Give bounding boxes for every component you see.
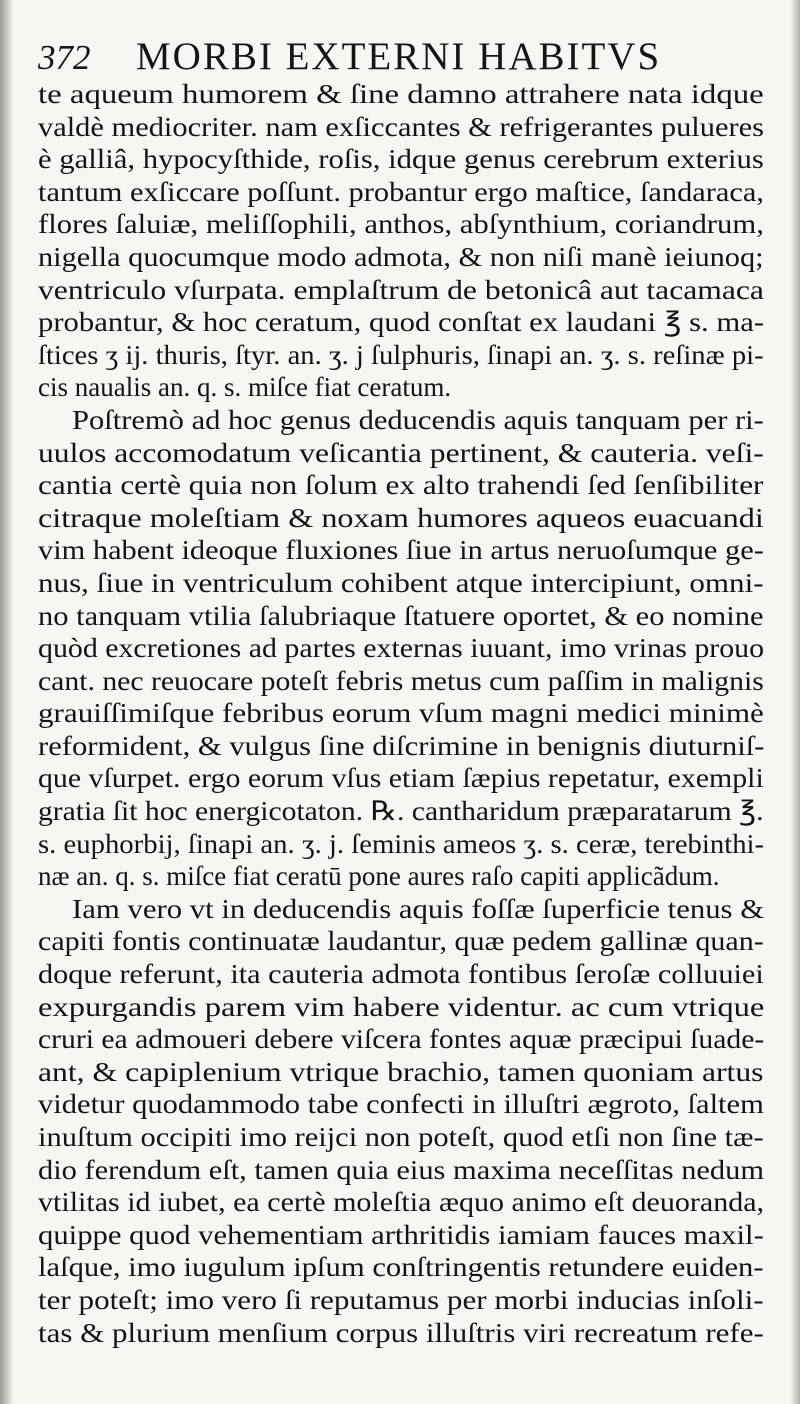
text-line: nigella quocumque modo admota, & non niſi manè ieiunoq; — [38, 241, 764, 272]
body-text — [38, 78, 764, 1349]
text-line: cant. nec reuocare poteſt febris metus cum paſſim in malignis — [38, 665, 764, 696]
text-line: vim habent ideoque fluxiones ſiue in artus neruoſumque ge- — [38, 535, 764, 566]
page-edge-shadow-right — [790, 0, 800, 1404]
text-line: cruri ea admoueri debere viſcera fontes aquæ præcipui ſuade- — [38, 1024, 765, 1055]
text-line: probantur, & hoc ceratum, quod conſtat ex laudani ℥ s. ma- — [38, 307, 765, 338]
text-line: ant, & capiplenium vtrique brachio, tamen quoniam artus — [38, 1056, 764, 1087]
text-line: nus, ſiue in ventriculum cohibent atque intercipiunt, omni- — [38, 567, 764, 598]
text-line: quippe quod vehementiam arthritidis iamiam fauces maxil- — [38, 1219, 764, 1250]
text-line: cis naualis an. q. s. miſce fiat ceratum. — [38, 372, 452, 403]
text-line: capiti fontis continuatæ laudantur, quæ pedem gallinæ quan- — [38, 926, 764, 957]
paragraph-first-line: Poſtremò ad hoc genus deducendis aquis tanquam per ri- — [72, 404, 764, 435]
text-line: ſtices ʒ ij. thuris, ſtyr. an. ʒ. j ſulphuris, ſinapi an. ʒ. s. reſinæ pi- — [38, 339, 764, 370]
text-line: citraque moleſtiam & noxam humores aqueos euacuandi — [38, 502, 764, 533]
page-number: 372 — [38, 38, 91, 77]
text-line: laſque, imo iugulum ipſum conſtringentis retundere euiden- — [38, 1252, 764, 1283]
text-line: ventriculo vſurpata. emplaſtrum de betonicâ aut tacamaca — [38, 274, 764, 305]
text-line: grauiſſimiſque febribus eorum vſum magni medici minimè — [38, 698, 764, 729]
text-line: flores ſaluiæ, meliſſophili, anthos, abſynthium, coriandrum, — [38, 209, 764, 240]
page-edge-shadow-left — [0, 0, 14, 1404]
text-line: reformident, & vulgus ſine diſcrimine in benignis diuturniſ- — [38, 730, 765, 761]
text-line: s. euphorbij, ſinapi an. ʒ. j. ſeminis ameos ʒ. s. ceræ, terebinthi- — [38, 828, 765, 859]
text-line: valdè mediocriter. nam exſiccantes & refrigerantes pulueres — [38, 111, 764, 142]
text-line: quòd excretiones ad partes externas iuuant, imo vrinas prouo — [38, 633, 765, 664]
text-line: te aqueum humorem & ſine damno attrahere nata idque — [38, 79, 764, 109]
text-line: tantum exſiccare poſſunt. probantur ergo maſtice, ſandaraca, — [38, 176, 764, 207]
text-line: inuſtum occipiti imo reijci non poteſt, quod etſi non ſine tæ- — [38, 1122, 764, 1152]
text-line: expurgandis parem vim habere videntur. ac cum vtrique — [38, 991, 765, 1022]
text-line: tas & plurium menſium corpus illuſtris viri recreatum refe- — [38, 1317, 764, 1348]
text-line: cantia certè quia non ſolum ex alto trahendi ſed ſenſibiliter — [38, 470, 764, 501]
text-line: doque referunt, ita cauteria admota fontibus ſeroſæ colluuiei — [38, 959, 764, 990]
text-line: que vſurpet. ergo eorum vſus etiam ſæpius repetatur, exempli — [38, 763, 764, 794]
text-line: næ an. q. s. miſce fiat ceratū pone aures raſo capiti applicãdum. — [38, 861, 720, 892]
text-line: videtur quodammodo tabe confecti in illuſtri ægroto, ſaltem — [38, 1089, 764, 1120]
page-header — [38, 34, 778, 80]
text-line: no tanquam vtilia ſalubriaque ſtatuere oportet, & eo nomine — [38, 600, 764, 631]
text-line: è galliâ, hypocyſthide, roſis, idque genus cerebrum exterius — [38, 144, 764, 175]
text-line: vtilitas id iubet, ea certè moleſtia æquo animo eſt deuoranda, — [38, 1187, 765, 1218]
text-line: dio ferendum eſt, tamen quia eius maxima neceſſitas nedum — [38, 1154, 765, 1185]
text-line: uulos accomodatum veſicantia pertinent, & cauteria. veſi- — [38, 437, 764, 468]
running-head: MORBI EXTERNI HABITVS — [136, 35, 662, 78]
text-line: gratia ſit hoc energicotaton. ℞. cantharidum præparatarum ℥. — [38, 796, 764, 827]
paragraph-first-line: Iam vero vt in deducendis aquis foſſæ ſuperficie tenus & — [72, 893, 765, 924]
text-line: ter poteſt; imo vero ſi reputamus per morbi inducias inſoli- — [38, 1284, 764, 1315]
